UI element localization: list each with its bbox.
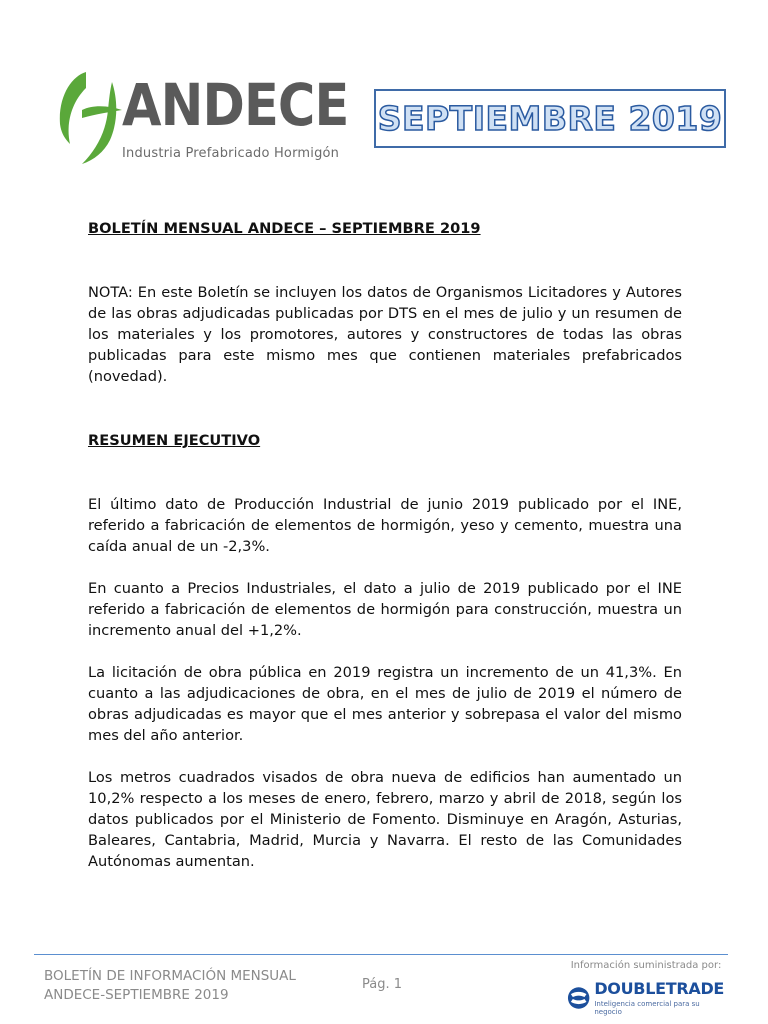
supplied-by-label: Información suministrada por: bbox=[570, 960, 722, 971]
footer-bulletin-line: BOLETÍN DE INFORMACIÓN MENSUAL bbox=[44, 968, 296, 984]
doubletrade-logo bbox=[566, 979, 726, 1016]
page-number: Pág. 1 bbox=[362, 977, 403, 992]
document-body bbox=[88, 218, 682, 893]
logo-wordmark: ANDECE bbox=[122, 71, 349, 139]
summary-paragraph: La licitación de obra pública en 2019 registra un incremento de un 41,3%. En cuanto a las adjudicaciones de obra, en el mes de julio de 2019 el número de obras adjudicadas es mayor que el mes anterior y sobrepasa el valor del mismo mes del año anterior. bbox=[88, 664, 682, 744]
summary-paragraph: En cuanto a Precios Industriales, el dato a julio de 2019 publicado por el INE referido a fabricación de elementos de hormigón para construcción, muestra un incremento anual del +1,2%. bbox=[88, 580, 682, 639]
footer-bulletin-info bbox=[44, 967, 296, 1005]
globe-icon bbox=[566, 985, 591, 1011]
partner-name: DOUBLETRADE bbox=[594, 979, 725, 998]
footer-partner bbox=[566, 960, 726, 1016]
document-title: BOLETÍN MENSUAL ANDECE – SEPTIEMBRE 2019 bbox=[88, 220, 481, 237]
footer-bulletin-line: ANDECE-SEPTIEMBRE 2019 bbox=[44, 987, 229, 1003]
footer-divider bbox=[34, 954, 728, 955]
summary-paragraph: El último dato de Producción Industrial de junio 2019 publicado por el INE, referido a fabricación de elementos de hormigón, yeso y cemento, muestra una caída anual de un -2,3%. bbox=[88, 496, 682, 555]
summary-heading: RESUMEN EJECUTIVO bbox=[88, 432, 261, 449]
andece-logo bbox=[52, 66, 357, 170]
summary-paragraph: Los metros cuadrados visados de obra nueva de edificios han aumentado un 10,2% respecto a los meses de enero, febrero, marzo y abril de 2018, según los datos publicados por el Ministerio de Fomento. Disminuye en Aragón, Asturias, Baleares, Cantabria, Madrid, Murcia y Navarra. El resto de las Comunidades Autónomas aumentan. bbox=[88, 769, 682, 870]
month-label: SEPTIEMBRE 2019 bbox=[377, 99, 723, 138]
andece-leaf-icon bbox=[52, 66, 130, 166]
logo-tagline: Industria Prefabricado Hormigón bbox=[122, 146, 340, 161]
month-banner bbox=[374, 89, 726, 148]
note-paragraph: NOTA: En este Boletín se incluyen los datos de Organismos Licitadores y Autores de las obras adjudicadas publicadas por DTS en el mes de julio y un resumen de los materiales y los promotores, autores y constructores de todas las obras publicadas para este mismo mes que contienen materiales prefabricados (novedad). bbox=[88, 284, 682, 385]
partner-slogan: Inteligencia comercial para su negocio bbox=[594, 1000, 700, 1016]
